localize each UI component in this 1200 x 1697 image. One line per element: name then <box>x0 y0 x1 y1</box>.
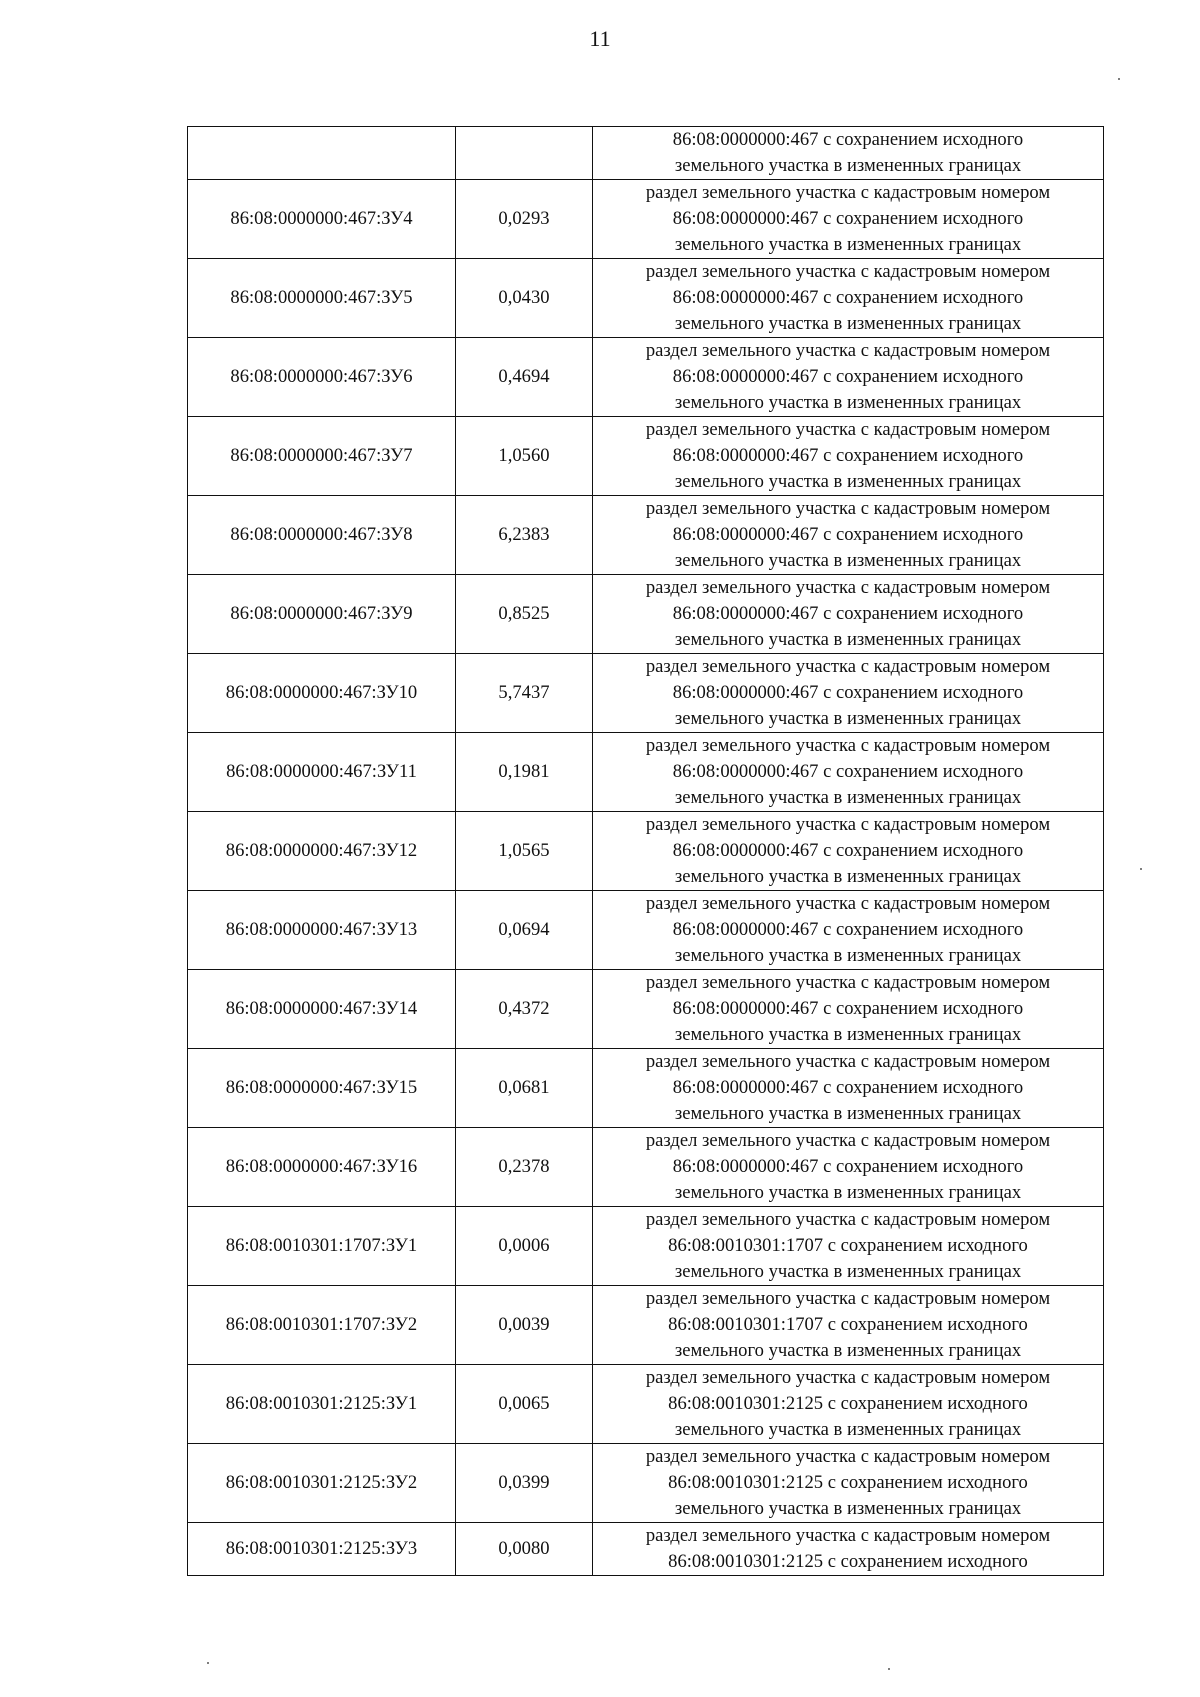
description-line: земельного участка в измененных границах <box>674 708 1022 729</box>
table-row <box>188 259 1104 338</box>
page-number: 11 <box>589 26 611 51</box>
cadastral-number-cell: 86:08:0000000:467:ЗУ6 <box>188 338 456 417</box>
area-cell: 6,2383 <box>456 496 593 575</box>
description-cell <box>593 1365 1104 1444</box>
area-cell: 0,4694 <box>456 338 593 417</box>
description-cell <box>593 970 1104 1049</box>
description-line: 86:08:0000000:467 с сохранением исходного <box>672 682 1024 703</box>
description-line: раздел земельного участка с кадастровым номером <box>645 577 1051 598</box>
table-row <box>188 180 1104 259</box>
description-line: раздел земельного участка с кадастровым номером <box>645 182 1051 203</box>
description-line: земельного участка в измененных границах <box>674 1261 1022 1282</box>
description-line: 86:08:0010301:1707 с сохранением исходного <box>668 1314 1028 1335</box>
cadastral-number-cell: 86:08:0010301:2125:ЗУ1 <box>188 1365 456 1444</box>
description-line: 86:08:0000000:467 с сохранением исходного <box>672 524 1024 545</box>
description-line: земельного участка в измененных границах <box>674 313 1022 334</box>
description-line: раздел земельного участка с кадастровым номером <box>645 1130 1051 1151</box>
description-line: раздел земельного участка с кадастровым номером <box>645 1051 1051 1072</box>
description-line: земельного участка в измененных границах <box>674 787 1022 808</box>
cadastral-number-cell: 86:08:0000000:467:ЗУ14 <box>188 970 456 1049</box>
description-line: раздел земельного участка с кадастровым номером <box>645 419 1051 440</box>
description-cell <box>593 338 1104 417</box>
table-row <box>188 733 1104 812</box>
table-row <box>188 417 1104 496</box>
area-cell: 0,0293 <box>456 180 593 259</box>
description-line: земельного участка в измененных границах <box>674 629 1022 650</box>
description-line: 86:08:0000000:467 с сохранением исходного <box>672 366 1024 387</box>
description-line: 86:08:0010301:2125 с сохранением исходного <box>668 1551 1028 1572</box>
description-cell <box>593 417 1104 496</box>
description-line: 86:08:0010301:2125 с сохранением исходного <box>668 1472 1028 1493</box>
scan-speck <box>1140 868 1142 870</box>
description-line: земельного участка в измененных границах <box>674 1498 1022 1519</box>
description-line: 86:08:0000000:467 с сохранением исходного <box>672 603 1024 624</box>
description-line: 86:08:0000000:467 с сохранением исходного <box>672 1156 1024 1177</box>
cadastral-number-cell: 86:08:0000000:467:ЗУ8 <box>188 496 456 575</box>
description-line: 86:08:0000000:467 с сохранением исходного <box>672 761 1024 782</box>
cadastral-number-cell: 86:08:0000000:467:ЗУ16 <box>188 1128 456 1207</box>
description-line: земельного участка в измененных границах <box>674 1024 1022 1045</box>
description-line: раздел земельного участка с кадастровым номером <box>645 261 1051 282</box>
description-line: раздел земельного участка с кадастровым номером <box>645 893 1051 914</box>
description-line: земельного участка в измененных границах <box>674 155 1022 176</box>
description-line: раздел земельного участка с кадастровым номером <box>645 498 1051 519</box>
description-cell <box>593 1444 1104 1523</box>
description-line: 86:08:0000000:467 с сохранением исходного <box>672 208 1024 229</box>
area-cell: 0,0080 <box>456 1523 593 1576</box>
cadastral-number-cell: 86:08:0000000:467:ЗУ9 <box>188 575 456 654</box>
description-line: 86:08:0000000:467 с сохранением исходного <box>672 445 1024 466</box>
area-cell: 5,7437 <box>456 654 593 733</box>
area-cell: 0,0006 <box>456 1207 593 1286</box>
description-cell <box>593 1523 1104 1576</box>
table-row <box>188 338 1104 417</box>
description-line: раздел земельного участка с кадастровым номером <box>645 1446 1051 1467</box>
cadastral-number-cell: 86:08:0010301:2125:ЗУ2 <box>188 1444 456 1523</box>
description-line: раздел земельного участка с кадастровым номером <box>645 1525 1051 1546</box>
table-row <box>188 575 1104 654</box>
area-cell: 0,0681 <box>456 1049 593 1128</box>
description-line: земельного участка в измененных границах <box>674 1182 1022 1203</box>
table-row <box>188 496 1104 575</box>
description-line: раздел земельного участка с кадастровым номером <box>645 814 1051 835</box>
area-cell: 0,0039 <box>456 1286 593 1365</box>
cadastral-number-cell: 86:08:0000000:467:ЗУ13 <box>188 891 456 970</box>
description-cell <box>593 575 1104 654</box>
scan-speck <box>888 1668 890 1670</box>
table-row <box>188 1365 1104 1444</box>
cadastral-number-cell: 86:08:0000000:467:ЗУ12 <box>188 812 456 891</box>
cadastral-number-cell: 86:08:0000000:467:ЗУ5 <box>188 259 456 338</box>
description-line: земельного участка в измененных границах <box>674 1419 1022 1440</box>
description-line: земельного участка в измененных границах <box>674 945 1022 966</box>
description-line: земельного участка в измененных границах <box>674 866 1022 887</box>
description-cell <box>593 733 1104 812</box>
scan-speck <box>207 1662 209 1664</box>
area-cell: 0,0399 <box>456 1444 593 1523</box>
description-line: земельного участка в измененных границах <box>674 234 1022 255</box>
description-cell <box>593 1128 1104 1207</box>
area-cell <box>456 127 593 180</box>
description-line: раздел земельного участка с кадастровым номером <box>645 1209 1051 1230</box>
table-row <box>188 1128 1104 1207</box>
table-row <box>188 127 1104 180</box>
area-cell: 0,8525 <box>456 575 593 654</box>
description-cell <box>593 127 1104 180</box>
table-row <box>188 1049 1104 1128</box>
description-cell <box>593 1049 1104 1128</box>
cadastral-number-cell: 86:08:0000000:467:ЗУ10 <box>188 654 456 733</box>
description-line: раздел земельного участка с кадастровым номером <box>645 656 1051 677</box>
area-cell: 0,4372 <box>456 970 593 1049</box>
area-cell: 1,0565 <box>456 812 593 891</box>
cadastral-number-cell: 86:08:0010301:1707:ЗУ2 <box>188 1286 456 1365</box>
area-cell: 0,1981 <box>456 733 593 812</box>
description-line: раздел земельного участка с кадастровым номером <box>645 735 1051 756</box>
cadastral-number-cell: 86:08:0000000:467:ЗУ15 <box>188 1049 456 1128</box>
cadastral-number-cell: 86:08:0010301:1707:ЗУ1 <box>188 1207 456 1286</box>
description-line: 86:08:0000000:467 с сохранением исходного <box>672 919 1024 940</box>
table-body <box>188 127 1104 1576</box>
area-cell: 0,0694 <box>456 891 593 970</box>
description-cell <box>593 654 1104 733</box>
description-line: 86:08:0000000:467 с сохранением исходного <box>672 998 1024 1019</box>
area-cell: 0,0430 <box>456 259 593 338</box>
description-line: 86:08:0010301:1707 с сохранением исходного <box>668 1235 1028 1256</box>
table-row <box>188 812 1104 891</box>
description-cell <box>593 891 1104 970</box>
table-row <box>188 891 1104 970</box>
area-cell: 0,0065 <box>456 1365 593 1444</box>
description-line: земельного участка в измененных границах <box>674 471 1022 492</box>
description-line: 86:08:0010301:2125 с сохранением исходного <box>668 1393 1028 1414</box>
scan-speck <box>1118 78 1120 80</box>
description-cell <box>593 496 1104 575</box>
land-plots-table <box>187 126 1104 1576</box>
cadastral-number-cell: 86:08:0000000:467:ЗУ11 <box>188 733 456 812</box>
description-line: 86:08:0000000:467 с сохранением исходного <box>672 840 1024 861</box>
description-cell <box>593 259 1104 338</box>
description-cell <box>593 1286 1104 1365</box>
description-line: раздел земельного участка с кадастровым номером <box>645 1367 1051 1388</box>
cadastral-number-cell: 86:08:0000000:467:ЗУ7 <box>188 417 456 496</box>
description-cell <box>593 812 1104 891</box>
table-row <box>188 1286 1104 1365</box>
description-line: раздел земельного участка с кадастровым номером <box>645 340 1051 361</box>
cadastral-number-cell: 86:08:0010301:2125:ЗУ3 <box>188 1523 456 1576</box>
cadastral-number-cell: 86:08:0000000:467:ЗУ4 <box>188 180 456 259</box>
description-line: 86:08:0000000:467 с сохранением исходного <box>672 287 1024 308</box>
description-line: земельного участка в измененных границах <box>674 1340 1022 1361</box>
area-cell: 1,0560 <box>456 417 593 496</box>
description-line: земельного участка в измененных границах <box>674 392 1022 413</box>
description-line: земельного участка в измененных границах <box>674 1103 1022 1124</box>
description-line: раздел земельного участка с кадастровым номером <box>645 1288 1051 1309</box>
table-row <box>188 970 1104 1049</box>
description-line: 86:08:0000000:467 с сохранением исходного <box>672 1077 1024 1098</box>
description-cell <box>593 180 1104 259</box>
area-cell: 0,2378 <box>456 1128 593 1207</box>
cadastral-number-cell <box>188 127 456 180</box>
description-cell <box>593 1207 1104 1286</box>
description-line: раздел земельного участка с кадастровым номером <box>645 972 1051 993</box>
table-row <box>188 1207 1104 1286</box>
table-row <box>188 654 1104 733</box>
table-row <box>188 1444 1104 1523</box>
description-line: земельного участка в измененных границах <box>674 550 1022 571</box>
table-row <box>188 1523 1104 1576</box>
description-line: 86:08:0000000:467 с сохранением исходного <box>672 129 1024 150</box>
